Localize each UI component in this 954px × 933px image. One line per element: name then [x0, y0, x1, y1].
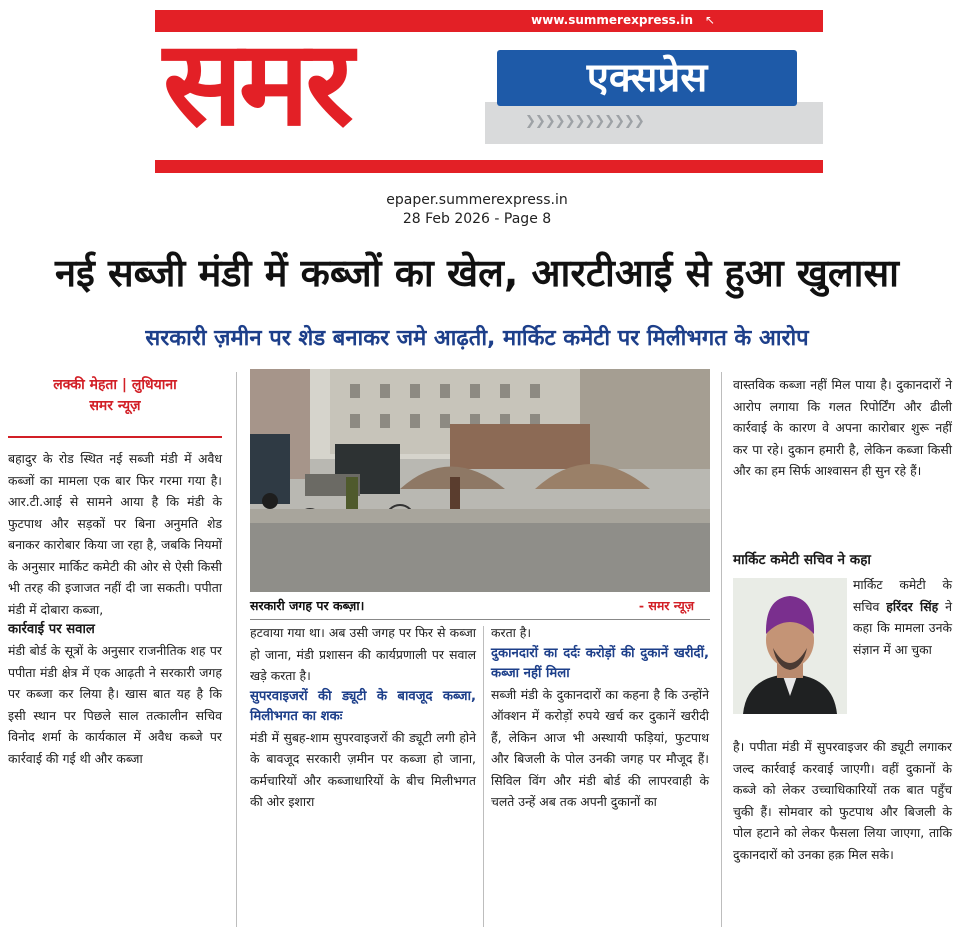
article-paragraph	[853, 574, 952, 660]
article-headline: नई सब्जी मंडी में कब्जों का खेल, आरटीआई से हुआ खुलासा	[55, 251, 899, 295]
article-paragraph: सब्जी मंडी के दुकानदारों का कहना है कि उन्होंने ऑक्शन में करोड़ों रुपये खर्च कर दुकानें खरीदी हैं, लेकिन आज भी अस्थायी फड़ियां, फुटपाथ और बिजली के पोल उनकी जगह पर मौजूद हैं। सिविल विंग और मंडी बोर्ड की लापरवाही के चलते उन्हें अब तक अपनी दुकानों का	[491, 686, 709, 809]
masthead-logo-blue-text: एक्सप्रेस	[586, 55, 708, 101]
article-text: ने कहा कि मामला उनके संज्ञान में आ चुका	[853, 598, 952, 657]
photo-credit: - समर न्यूज़	[638, 598, 694, 613]
article-text: मार्किट कमेटी के सचिव	[853, 577, 952, 614]
masthead-logo-red: समर	[163, 14, 350, 152]
masthead-url[interactable]: www.summerexpress.in	[531, 13, 693, 27]
byline-author: लक्की मेहता | लुधियाना	[53, 377, 177, 393]
official-name: हरिंदर सिंह	[886, 598, 939, 614]
article-paragraph: वास्तविक कब्जा नहीं मिल पाया है। दुकानदारों ने आरोप लगाया कि गलत रिपोर्टिंग और ढीली कार्रवाई के कारण वे अपना कारोबार शुरू नहीं कर पा रहे। दुकान हमारी है, लेकिन कब्जा किसी और का हम सिर्फ आश्वासन ही सुन रहे हैं।	[733, 377, 952, 478]
article-paragraph: बहादुर के रोड स्थित नई सब्जी मंडी में अवैध कब्जों का मामला एक बार फिर गरमा गया है। आर.टी.आई से सामने आया है कि मंडी के फुटपाथ और सड़कों पर बिना अनुमति शेड बनाकर कारोबार किया जा रहा है, जबकि नियमों के अनुसार मार्किट कमेटी की ओर से ऐसी किसी भी तरह की इजाजत नहीं दी जा सकती। पपीता मंडी में दोबारा कब्जा,	[8, 451, 222, 617]
article-paragraph: करता है।	[491, 625, 532, 640]
secretary-portrait	[733, 578, 847, 714]
article-subheading: कार्रवाई पर सवाल	[8, 622, 95, 637]
article-paragraph: है। पपीता मंडी में सुपरवाइजर की ड्यूटी लगाकर जल्द कार्रवाई करवाई जाएगी। वहीं दुकानों के कब्जे को लेकर उच्चाधिकारियों तक बात पहुँच चुकी हैं। सोमवार को फुटपाथ और बिजली के पोल हटाने को लेकर फैसला लिया जाएगा, ताकि दुकानदारों को उनका हक़ मिल सके।	[733, 739, 952, 862]
article-column-4-bottom	[733, 736, 952, 865]
article-paragraph: मंडी बोर्ड के सूत्रों के अनुसार राजनीतिक शह पर पपीता मंडी क्षेत्र में एक आढ़ती ने सरकारी जगह पर कब्जा कर लिया है। खास बात यह है कि इसी स्थान पर पिछले साल तत्कालीन सचिव विनोद शर्मा के कार्यकाल में अवैध कब्जे पर कार्रवाई की गई थी और कब्जा	[8, 643, 222, 766]
portrait-illustration	[733, 578, 847, 714]
article-column-4-wrap	[853, 574, 952, 660]
chevrons-icon: ❯❯❯❯❯❯❯❯❯❯❯❯	[525, 114, 644, 129]
edition-site[interactable]: epaper.summerexpress.in	[386, 192, 568, 208]
section-heading: मार्किट कमेटी सचिव ने कहा	[733, 552, 871, 568]
article-subheading: दुकानदारों का दर्दः करोड़ों की दुकानें खरीदीं, कब्जा नहीं मिला	[491, 645, 709, 681]
article-column-2	[250, 622, 476, 813]
article-subheadline: सरकारी ज़मीन पर शेड बनाकर जमे आढ़ती, मार्किट कमेटी पर मिलीभगत के आरोप	[145, 326, 809, 351]
column-divider	[721, 372, 722, 927]
photo-caption-text: सरकारी जगह पर कब्ज़ा।	[250, 598, 365, 613]
article-column-4-top	[733, 374, 952, 482]
masthead-logo-blue	[497, 50, 797, 106]
article-paragraph: हटवाया गया था। अब उसी जगह पर फिर से कब्जा हो जाना, मंडी प्रशासन की कार्यप्रणाली पर सवाल खड़े करता है।	[250, 625, 476, 683]
market-scene-illustration	[250, 369, 710, 592]
byline-org: समर न्यूज़	[89, 398, 141, 414]
cursor-arrow-icon: ↖	[704, 13, 715, 27]
masthead-bottom-bar	[155, 160, 823, 173]
byline	[8, 375, 222, 417]
article-column-1	[8, 448, 222, 769]
article-paragraph: मंडी में सुबह-शाम सुपरवाइजरों की ड्यूटी लगी होने के बावजूद सरकारी ज़मीन पर कब्जा हो जाना, कर्मचारियों और कब्जाधारियों के बीच मिलीभगत की ओर इशारा	[250, 729, 476, 809]
article-photo	[250, 369, 710, 592]
article-column-3	[491, 622, 709, 813]
article-subheading: सुपरवाइजरों की ड्यूटी के बावजूद कब्जा, मिलीभगत का शकः	[250, 688, 476, 724]
masthead	[155, 10, 823, 173]
column-divider	[483, 626, 484, 927]
caption-rule	[250, 619, 710, 620]
byline-rule	[8, 436, 222, 438]
column-divider	[236, 372, 237, 927]
edition-date-page: 28 Feb 2026 - Page 8	[402, 211, 552, 227]
